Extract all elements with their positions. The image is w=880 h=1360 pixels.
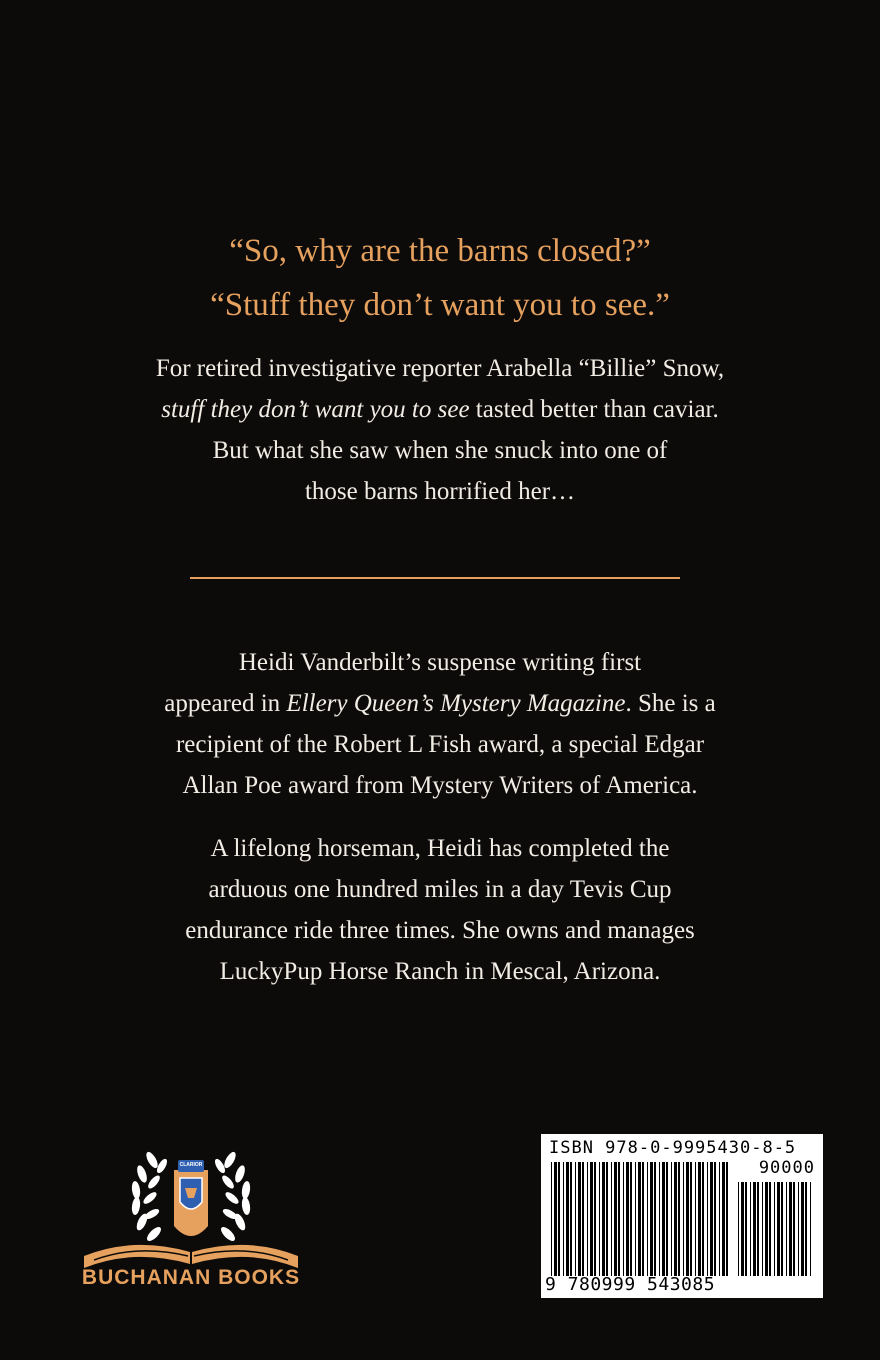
barcode-bar [777,1182,780,1276]
barcode-bar [563,1162,564,1276]
barcode-bar [671,1162,672,1276]
barcode-bar [654,1162,656,1276]
blurb-line-2 [100,389,780,430]
blurb-italic-phrase: stuff they don’t want you to see [161,396,470,423]
ean-digits: 9 780999 543085 [545,1274,716,1295]
badge-text: CLARIOR [179,1162,203,1168]
bio2-line-1: A lifelong horseman, Heidi has completed the [210,835,670,862]
barcode-bar [638,1162,641,1276]
barcode-bar [599,1162,600,1276]
bio2-line-3: endurance ride three times. She owns and manages [185,917,695,944]
barcode-bar [805,1182,807,1276]
barcode-bar [587,1162,588,1276]
barcode-bar [738,1182,739,1276]
barcode-bar [789,1182,792,1276]
barcode-bar [666,1162,668,1276]
barcode-bar [554,1162,557,1276]
barcode-bar [674,1162,677,1276]
blurb-line-2-rest: tasted better than caviar. [469,396,719,423]
barcode-bar [678,1162,680,1276]
barcode-bar [741,1182,744,1276]
barcode-bar [786,1182,787,1276]
magazine-title: Ellery Queen’s Mystery Magazine [286,690,626,717]
blurb-line-4: those barns horrified her… [304,478,576,505]
barcode-bars [551,1162,731,1276]
barcode-bar [757,1182,759,1276]
barcode-bar [762,1182,763,1276]
quote-line-1: “So, why are the barns closed?” [229,233,651,269]
bio1-line-4: Allan Poe award from Mystery Writers of America. [182,772,698,799]
barcode-bar [650,1162,653,1276]
barcode-bar [714,1162,716,1276]
barcode-bar [566,1162,569,1276]
blurb [100,348,780,512]
barcode-addon-bars [738,1182,814,1276]
book-laurel-shield-icon [64,1130,318,1270]
bio1-line-3: recipient of the Robert L Fish award, a special Edgar [175,731,705,758]
barcode-bar [683,1162,684,1276]
barcode-bar [753,1182,756,1276]
barcode-bar [570,1162,572,1276]
barcode-bar [626,1162,629,1276]
pull-quote [0,224,880,332]
publisher-logo [64,1130,318,1300]
barcode-bar [642,1162,644,1276]
isbn-barcode [541,1134,823,1298]
isbn-label: ISBN 978-0-9995430-8-5 [549,1138,797,1158]
barcode-bar [618,1162,620,1276]
bio1-line-2-pre: appeared in [164,690,287,717]
bio2-line-4: LuckyPup Horse Ranch in Mescal, Arizona. [219,958,661,985]
blurb-line-3: But what she saw when she snuck into one of [212,437,668,464]
barcode-bar [578,1162,581,1276]
barcode-bar [551,1162,552,1276]
barcode-bar [722,1162,725,1276]
barcode-bar [781,1182,783,1276]
barcode-bar [582,1162,584,1276]
barcode-bar [659,1162,660,1276]
author-bio-paragraph-2 [100,828,780,992]
barcode-bar [630,1162,632,1276]
barcode-bar [707,1162,708,1276]
barcode-bar [602,1162,605,1276]
publisher-name: BUCHANAN BOOKS [81,1266,301,1289]
barcode-bar [810,1182,811,1276]
price-code: 90000 [758,1158,815,1178]
barcode-bar [594,1162,596,1276]
laurel-left-icon [131,1150,169,1243]
bio1-line-2-post: . She is a [625,690,716,717]
author-bio-paragraph-1 [100,642,780,806]
barcode-bar [745,1182,747,1276]
laurel-right-icon [213,1150,251,1243]
barcode-bar [798,1182,799,1276]
barcode-bar [647,1162,648,1276]
barcode-bar [801,1182,804,1276]
divider-rule [190,577,680,579]
quote-line-2: “Stuff they don’t want you to see.” [210,287,670,323]
barcode-bar [750,1182,751,1276]
barcode-bar [769,1182,771,1276]
barcode-bar [575,1162,576,1276]
bio2-line-2: arduous one hundred miles in a day Tevis Cup [208,876,672,903]
barcode-bar [793,1182,795,1276]
barcode-bar [558,1162,560,1276]
barcode-bar [590,1162,593,1276]
barcode-bar [765,1182,768,1276]
barcode-bar [702,1162,704,1276]
barcode-bar [623,1162,624,1276]
barcode-bar [774,1182,775,1276]
barcode-bar [614,1162,617,1276]
barcode-bar [695,1162,696,1276]
bio1-line-1: Heidi Vanderbilt’s suspense writing first [238,649,642,676]
barcode-bar [698,1162,701,1276]
barcode-bar [662,1162,665,1276]
blurb-line-1: For retired investigative reporter Arabella “Billie” Snow, [155,355,725,382]
barcode-bar [710,1162,713,1276]
barcode-bar [726,1162,728,1276]
bio1-line-2 [100,683,780,724]
barcode-bar [611,1162,612,1276]
barcode-bar [606,1162,608,1276]
barcode-bar [635,1162,636,1276]
barcode-bar [686,1162,689,1276]
barcode-bar [690,1162,692,1276]
barcode-bar [719,1162,720,1276]
